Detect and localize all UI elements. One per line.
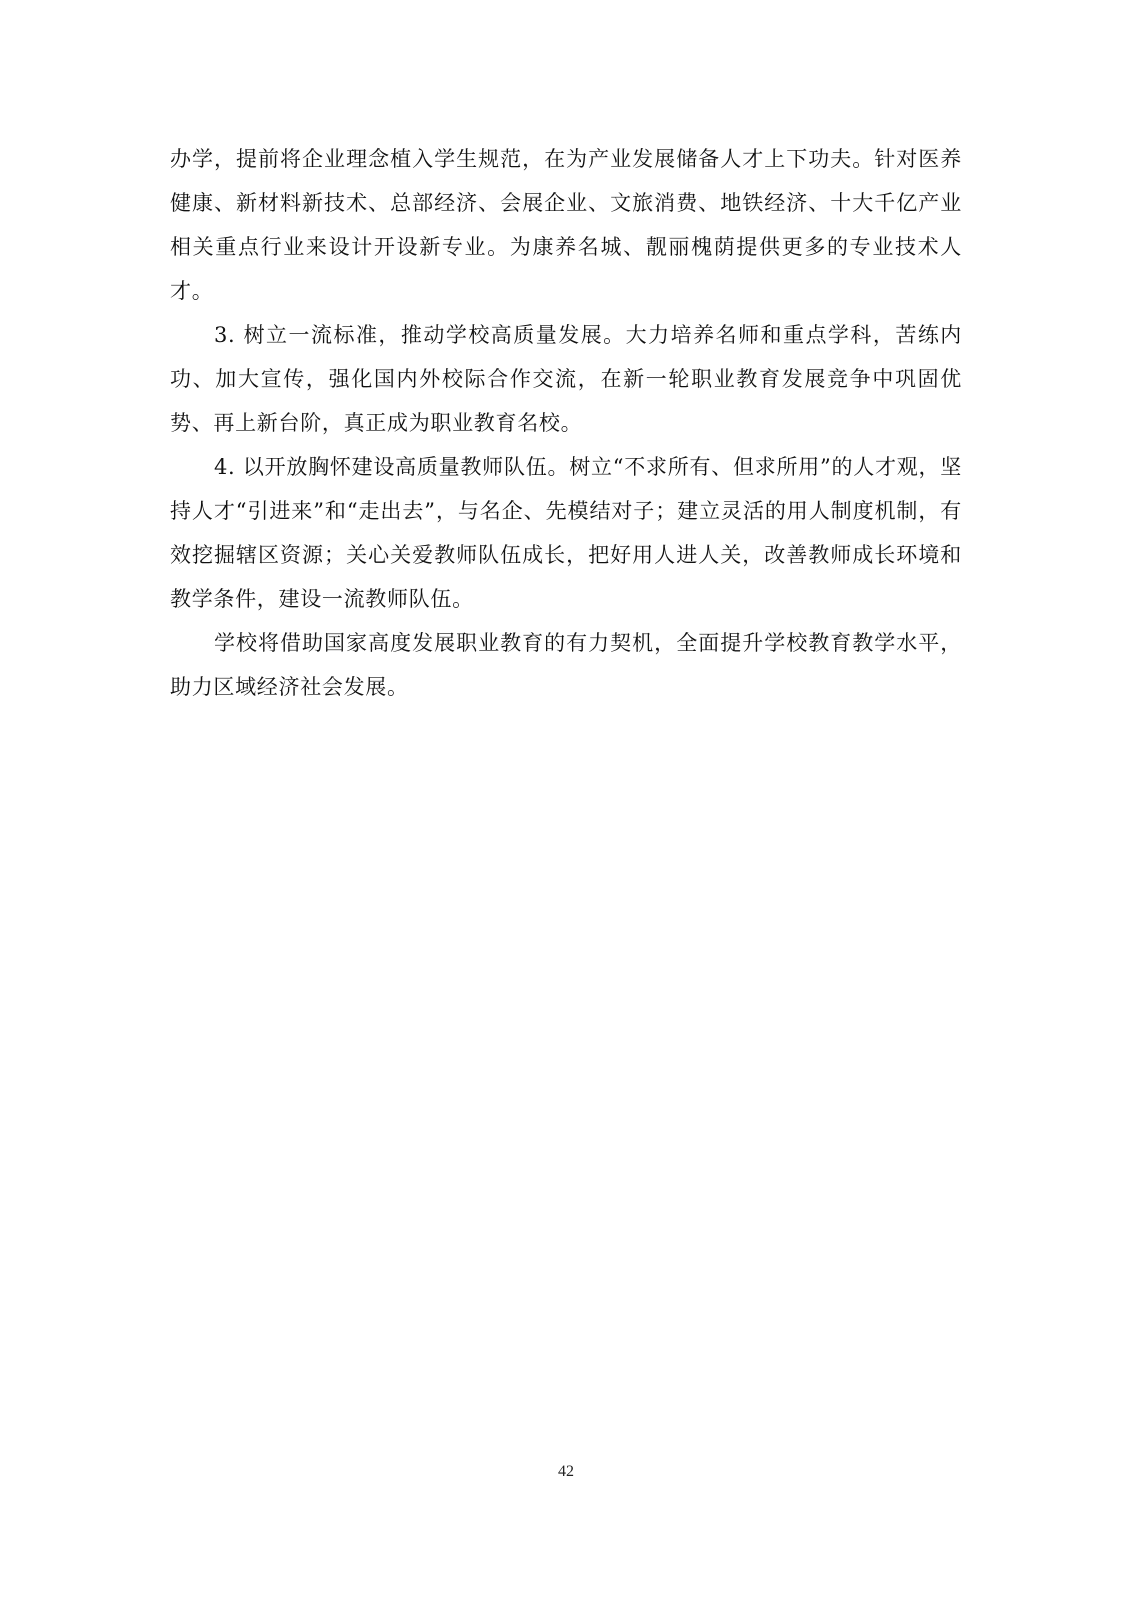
body-text (170, 137, 962, 709)
paragraph-1: 办学，提前将企业理念植入学生规范，在为产业发展储备人才上下功夫。针对医养健康、新材料新技术、总部经济、会展企业、文旅消费、地铁经济、十大千亿产业相关重点行业来设计开设新专业。为康养名城、靓丽槐荫提供更多的专业技术人才。 (170, 147, 962, 303)
paragraph-2: 3. 树立一流标准，推动学校高质量发展。大力培养名师和重点学科，苦练内功、加大宣传，强化国内外校际合作交流，在新一轮职业教育发展竞争中巩固优势、再上新台阶，真正成为职业教育名校。 (170, 323, 962, 435)
paragraph-4: 学校将借助国家高度发展职业教育的有力契机，全面提升学校教育教学水平，助力区域经济社会发展。 (170, 631, 962, 699)
paragraph-3: 4. 以开放胸怀建设高质量教师队伍。树立“不求所有、但求所用”的人才观，坚持人才“引进来”和“走出去”，与名企、先模结对子；建立灵活的用人制度机制，有效挖掘辖区资源；关心关爱教师队伍成长，把好用人进人关，改善教师成长环境和教学条件，建设一流教师队伍。 (170, 455, 962, 611)
page-number: 42 (558, 1463, 574, 1480)
